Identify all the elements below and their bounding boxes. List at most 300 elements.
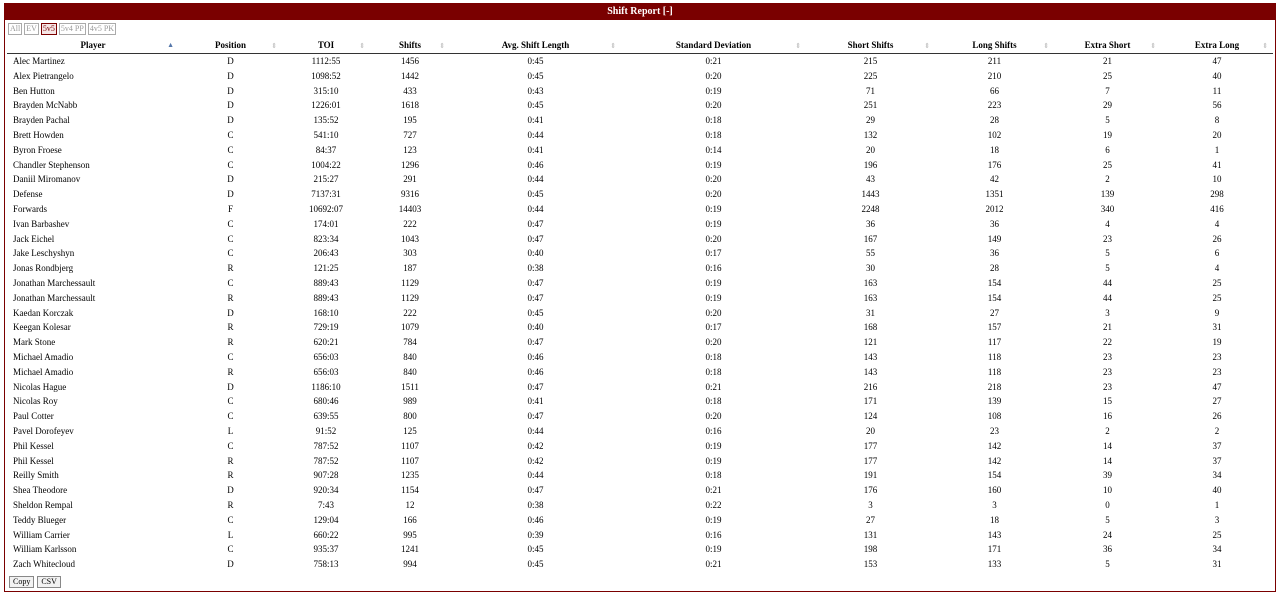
cell-player: Jonas Rondbjerg <box>13 263 74 274</box>
cell-position: C <box>227 129 234 140</box>
table-row <box>7 306 1273 321</box>
table-row <box>7 143 1273 158</box>
cell-player: Alec Martinez <box>13 56 65 66</box>
cell-avg-shift-length: 0:41 <box>527 144 544 155</box>
cell-extra-short: 0 <box>1105 499 1110 510</box>
cell-shifts: 1296 <box>401 159 419 170</box>
shift-report-panel <box>4 3 1276 592</box>
cell-shifts: 12 <box>405 499 415 510</box>
cell-avg-shift-length: 0:47 <box>527 411 544 422</box>
cell-toi: 656:03 <box>313 366 339 377</box>
cell-player: William Carrier <box>13 529 70 540</box>
cell-long-shifts: 2012 <box>985 203 1004 214</box>
cell-player: Ivan Barbashev <box>13 218 70 229</box>
cell-shifts: 123 <box>403 144 417 155</box>
cell-avg-shift-length: 0:46 <box>527 366 544 377</box>
column-label: Extra Long <box>1194 40 1240 50</box>
cell-shifts: 840 <box>403 351 417 362</box>
cell-position: L <box>227 529 234 540</box>
cell-short-shifts: 30 <box>866 263 875 274</box>
cell-shifts: 784 <box>403 337 417 348</box>
cell-extra-short: 25 <box>1103 70 1112 81</box>
cell-toi: 174:01 <box>313 218 339 229</box>
table-row <box>7 483 1273 498</box>
cell-extra-long: 47 <box>1212 381 1222 392</box>
cell-position: R <box>227 470 234 481</box>
cell-shifts: 125 <box>403 425 417 436</box>
cell-shifts: 1241 <box>401 544 419 555</box>
cell-long-shifts: 118 <box>987 351 1002 362</box>
column-header-short-shifts[interactable] <box>806 37 935 54</box>
cell-avg-shift-length: 0:46 <box>527 351 544 362</box>
cell-extra-short: 44 <box>1103 277 1112 288</box>
sort-ascending-icon: ▲ <box>167 41 174 49</box>
cell-extra-short: 23 <box>1103 366 1112 377</box>
cell-extra-long: 37 <box>1212 455 1222 466</box>
cell-extra-long: 20 <box>1212 129 1222 140</box>
cell-extra-short: 21 <box>1103 322 1112 333</box>
cell-long-shifts: 117 <box>987 337 1002 348</box>
cell-avg-shift-length: 0:42 <box>527 440 544 451</box>
cell-extra-long: 8 <box>1214 115 1220 126</box>
column-label: Player <box>80 40 106 50</box>
cell-avg-shift-length: 0:45 <box>527 70 544 81</box>
cell-extra-short: 3 <box>1105 307 1110 318</box>
cell-position: D <box>227 559 234 570</box>
filter-5v4-pp[interactable]: 5v4 PP <box>60 24 84 33</box>
cell-avg-shift-length: 0:41 <box>527 396 544 407</box>
cell-toi: 620:21 <box>313 337 339 348</box>
cell-extra-long: 416 <box>1210 203 1224 214</box>
cell-avg-shift-length: 0:47 <box>527 337 544 348</box>
cell-position: F <box>227 203 233 214</box>
shift-table <box>7 37 1273 572</box>
cell-shifts: 1511 <box>401 381 419 392</box>
cell-shifts: 14403 <box>398 203 422 214</box>
cell-extra-long: 31 <box>1212 322 1222 333</box>
cell-long-shifts: 118 <box>987 366 1002 377</box>
cell-position: D <box>227 100 234 111</box>
cell-long-shifts: 218 <box>987 381 1002 392</box>
table-row <box>7 217 1273 232</box>
cell-short-shifts: 168 <box>863 322 878 333</box>
sort-icon: ⇕ <box>924 42 930 50</box>
cell-shifts: 989 <box>403 396 417 407</box>
cell-short-shifts: 1443 <box>861 189 880 200</box>
table-row <box>7 468 1273 483</box>
cell-extra-long: 4 <box>1214 263 1220 274</box>
table-row <box>7 424 1273 439</box>
cell-player: Daniil Miromanov <box>13 174 81 185</box>
cell-standard-deviation: 0:18 <box>705 129 722 140</box>
table-row <box>7 394 1273 409</box>
filter-all[interactable]: All <box>10 24 21 33</box>
table-row <box>7 187 1273 202</box>
cell-extra-short: 23 <box>1103 381 1112 392</box>
cell-extra-short: 22 <box>1103 337 1112 348</box>
cell-shifts: 187 <box>403 263 417 274</box>
table-row <box>7 113 1273 128</box>
cell-extra-short: 5 <box>1105 559 1110 570</box>
cell-long-shifts: 18 <box>990 514 999 525</box>
cell-position: C <box>227 248 234 259</box>
cell-shifts: 1618 <box>401 100 419 111</box>
cell-position: C <box>227 514 234 525</box>
cell-position: C <box>227 544 234 555</box>
cell-toi: 935:37 <box>313 544 339 555</box>
cell-extra-short: 10 <box>1103 485 1112 496</box>
cell-extra-long: 1 <box>1214 499 1220 510</box>
cell-toi: 206:43 <box>313 248 339 259</box>
cell-long-shifts: 176 <box>987 159 1002 170</box>
cell-extra-short: 21 <box>1103 56 1112 66</box>
cell-extra-short: 7 <box>1105 85 1110 96</box>
cell-standard-deviation: 0:19 <box>705 85 722 96</box>
cell-toi: 541:10 <box>313 129 339 140</box>
cell-player: Jack Eichel <box>13 233 55 244</box>
sort-icon: ⇕ <box>795 42 801 50</box>
filter-ev[interactable]: EV <box>26 24 37 33</box>
cell-extra-long: 23 <box>1212 366 1222 377</box>
cell-standard-deviation: 0:19 <box>705 277 722 288</box>
cell-avg-shift-length: 0:47 <box>527 233 544 244</box>
column-header-avg-shift-length[interactable] <box>450 37 621 54</box>
filter-5v5[interactable]: 5v5 <box>42 24 55 33</box>
cell-extra-long: 27 <box>1212 396 1222 407</box>
cell-toi: 680:46 <box>313 396 339 407</box>
cell-toi: 1004:22 <box>311 159 341 170</box>
cell-toi: 91:52 <box>315 425 337 436</box>
cell-extra-long: 11 <box>1212 85 1222 96</box>
cell-standard-deviation: 0:21 <box>705 56 722 66</box>
cell-long-shifts: 102 <box>987 129 1002 140</box>
column-header-shifts[interactable] <box>370 37 450 54</box>
cell-long-shifts: 3 <box>992 499 997 510</box>
cell-player: Phil Kessel <box>13 455 54 466</box>
cell-short-shifts: 215 <box>863 56 878 66</box>
cell-extra-short: 5 <box>1105 263 1110 274</box>
table-row <box>7 513 1273 528</box>
cell-short-shifts: 121 <box>863 337 878 348</box>
cell-shifts: 727 <box>403 129 417 140</box>
cell-player: Nicolas Hague <box>13 381 67 392</box>
cell-standard-deviation: 0:14 <box>705 144 722 155</box>
cell-avg-shift-length: 0:44 <box>527 425 544 436</box>
cell-shifts: 1129 <box>401 277 419 288</box>
cell-standard-deviation: 0:21 <box>705 381 722 392</box>
cell-long-shifts: 28 <box>990 115 999 126</box>
table-row <box>7 557 1273 572</box>
cell-player: Mark Stone <box>13 337 56 348</box>
cell-player: William Karlsson <box>13 544 77 555</box>
cell-extra-long: 9 <box>1214 307 1220 318</box>
table-row <box>7 202 1273 217</box>
cell-avg-shift-length: 0:41 <box>527 115 544 126</box>
cell-player: Michael Amadio <box>13 351 74 362</box>
cell-player: Brayden Pachal <box>13 115 70 126</box>
sort-icon: ⇕ <box>1150 42 1156 50</box>
cell-short-shifts: 225 <box>863 70 878 81</box>
cell-toi: 729:19 <box>313 322 339 333</box>
cell-toi: 121:25 <box>313 263 339 274</box>
cell-shifts: 222 <box>403 218 417 229</box>
cell-player: Chandler Stephenson <box>13 159 90 170</box>
cell-player: Reilly Smith <box>13 470 59 481</box>
cell-avg-shift-length: 0:44 <box>527 470 544 481</box>
table-row <box>7 409 1273 424</box>
sort-icon: ⇕ <box>271 42 277 50</box>
table-header-row <box>7 37 1273 54</box>
copy-button[interactable]: Copy <box>9 576 34 588</box>
cell-toi: 889:43 <box>313 277 339 288</box>
cell-toi: 1112:55 <box>311 56 341 66</box>
cell-position: D <box>227 381 234 392</box>
table-row <box>7 98 1273 113</box>
cell-avg-shift-length: 0:44 <box>527 174 544 185</box>
cell-shifts: 166 <box>403 514 417 525</box>
cell-shifts: 303 <box>403 248 417 259</box>
cell-toi: 215:27 <box>313 174 339 185</box>
cell-avg-shift-length: 0:46 <box>527 514 544 525</box>
cell-extra-short: 23 <box>1103 351 1112 362</box>
cell-extra-long: 10 <box>1212 174 1222 185</box>
table-row <box>7 365 1273 380</box>
cell-toi: 168:10 <box>313 307 339 318</box>
column-header-long-shifts[interactable] <box>935 37 1054 54</box>
column-header-extra-short[interactable] <box>1054 37 1161 54</box>
cell-player: Sheldon Rempal <box>13 499 73 510</box>
cell-shifts: 994 <box>403 559 417 570</box>
cell-long-shifts: 171 <box>987 544 1002 555</box>
cell-toi: 135:52 <box>313 115 339 126</box>
cell-player: Jonathan Marchessault <box>13 292 96 303</box>
cell-avg-shift-length: 0:47 <box>527 381 544 392</box>
column-header-standard-deviation[interactable] <box>621 37 806 54</box>
cell-toi: 907:28 <box>313 470 339 481</box>
column-label: Extra Short <box>1084 40 1131 50</box>
cell-standard-deviation: 0:18 <box>705 470 722 481</box>
table-row <box>7 380 1273 395</box>
cell-player: Jake Leschyshyn <box>13 248 75 259</box>
cell-position: D <box>227 174 234 185</box>
cell-extra-short: 29 <box>1103 100 1112 111</box>
cell-extra-short: 23 <box>1103 233 1112 244</box>
cell-standard-deviation: 0:17 <box>705 322 722 333</box>
cell-toi: 7:43 <box>317 499 334 510</box>
table-row <box>7 498 1273 513</box>
cell-short-shifts: 71 <box>866 85 875 96</box>
cell-short-shifts: 124 <box>863 411 878 422</box>
cell-short-shifts: 20 <box>866 144 875 155</box>
cell-extra-long: 19 <box>1212 337 1222 348</box>
cell-position: D <box>227 115 234 126</box>
cell-standard-deviation: 0:21 <box>705 485 722 496</box>
cell-position: C <box>227 440 234 451</box>
cell-short-shifts: 27 <box>866 514 875 525</box>
cell-toi: 656:03 <box>313 351 339 362</box>
cell-extra-long: 3 <box>1214 514 1220 525</box>
column-header-extra-long[interactable] <box>1161 37 1273 54</box>
cell-avg-shift-length: 0:47 <box>527 292 544 303</box>
cell-extra-long: 23 <box>1212 351 1222 362</box>
filter-4v5-pk[interactable]: 4v5 PK <box>89 24 115 33</box>
cell-standard-deviation: 0:20 <box>705 174 722 185</box>
cell-extra-short: 14 <box>1103 440 1112 451</box>
table-row <box>7 335 1273 350</box>
cell-toi: 1098:52 <box>311 70 341 81</box>
cell-shifts: 195 <box>403 115 417 126</box>
cell-extra-long: 25 <box>1212 277 1222 288</box>
cell-player: Zach Whitecloud <box>13 559 76 570</box>
cell-long-shifts: 211 <box>987 56 1002 66</box>
cell-standard-deviation: 0:20 <box>705 337 722 348</box>
column-header-player[interactable] <box>7 37 179 54</box>
cell-short-shifts: 143 <box>863 366 878 377</box>
cell-shifts: 840 <box>403 366 417 377</box>
cell-avg-shift-length: 0:38 <box>527 499 544 510</box>
cell-position: C <box>227 351 234 362</box>
cell-extra-long: 37 <box>1212 440 1222 451</box>
cell-position: C <box>227 233 234 244</box>
cell-player: Jonathan Marchessault <box>13 277 96 288</box>
cell-standard-deviation: 0:19 <box>705 544 722 555</box>
strength-filter-group <box>8 23 116 35</box>
cell-toi: 7137:31 <box>311 189 341 200</box>
cell-position: C <box>227 144 234 155</box>
cell-standard-deviation: 0:20 <box>705 189 722 200</box>
cell-extra-short: 25 <box>1103 159 1112 170</box>
table-row <box>7 54 1273 69</box>
cell-avg-shift-length: 0:44 <box>527 129 544 140</box>
cell-extra-short: 39 <box>1103 470 1112 481</box>
cell-extra-short: 5 <box>1105 514 1110 525</box>
cell-shifts: 1456 <box>401 56 419 66</box>
cell-extra-long: 40 <box>1212 70 1222 81</box>
cell-player: Alex Pietrangelo <box>13 70 74 81</box>
cell-extra-long: 298 <box>1210 189 1224 200</box>
cell-long-shifts: 223 <box>987 100 1002 111</box>
cell-short-shifts: 216 <box>863 381 878 392</box>
table-row <box>7 291 1273 306</box>
cell-player: Brayden McNabb <box>13 100 78 111</box>
cell-standard-deviation: 0:19 <box>705 203 722 214</box>
cell-long-shifts: 142 <box>987 455 1002 466</box>
cell-long-shifts: 36 <box>990 218 999 229</box>
cell-position: L <box>227 425 234 436</box>
table-row <box>7 232 1273 247</box>
cell-player: Teddy Blueger <box>13 514 67 525</box>
cell-long-shifts: 154 <box>987 470 1002 481</box>
cell-extra-long: 4 <box>1214 218 1220 229</box>
cell-extra-short: 5 <box>1105 248 1110 259</box>
cell-extra-short: 2 <box>1105 174 1110 185</box>
cell-long-shifts: 36 <box>990 248 999 259</box>
cell-long-shifts: 27 <box>990 307 999 318</box>
cell-standard-deviation: 0:21 <box>705 559 722 570</box>
cell-position: C <box>227 396 234 407</box>
cell-extra-short: 44 <box>1103 292 1112 303</box>
table-row <box>7 528 1273 543</box>
column-label: Long Shifts <box>972 40 1017 50</box>
cell-toi: 787:52 <box>313 440 339 451</box>
cell-long-shifts: 42 <box>990 174 999 185</box>
cell-short-shifts: 3 <box>868 499 873 510</box>
cell-short-shifts: 143 <box>863 351 878 362</box>
cell-short-shifts: 196 <box>863 159 878 170</box>
cell-player: Defense <box>13 189 43 200</box>
cell-player: Paul Cotter <box>13 411 54 422</box>
cell-short-shifts: 29 <box>866 115 875 126</box>
table-body <box>7 54 1273 572</box>
column-header-position[interactable] <box>179 37 282 54</box>
cell-short-shifts: 251 <box>863 100 878 111</box>
cell-long-shifts: 142 <box>987 440 1002 451</box>
cell-extra-short: 24 <box>1103 529 1112 540</box>
cell-standard-deviation: 0:20 <box>705 411 722 422</box>
column-label: Short Shifts <box>847 40 894 50</box>
cell-short-shifts: 176 <box>863 485 878 496</box>
cell-position: D <box>227 307 234 318</box>
sort-icon: ⇕ <box>359 42 365 50</box>
sort-icon: ⇕ <box>1043 42 1049 50</box>
cell-toi: 660:22 <box>313 529 339 540</box>
column-header-toi[interactable] <box>282 37 370 54</box>
cell-player: Michael Amadio <box>13 366 74 377</box>
table-row <box>7 172 1273 187</box>
cell-short-shifts: 55 <box>866 248 875 259</box>
cell-position: D <box>227 189 234 200</box>
cell-extra-long: 41 <box>1212 159 1222 170</box>
cell-long-shifts: 108 <box>987 411 1002 422</box>
cell-player: Phil Kessel <box>13 440 54 451</box>
table-row <box>7 320 1273 335</box>
cell-toi: 129:04 <box>313 514 339 525</box>
cell-standard-deviation: 0:16 <box>705 529 722 540</box>
sort-icon: ⇕ <box>610 42 616 50</box>
csv-button[interactable]: CSV <box>37 576 61 588</box>
cell-position: D <box>227 70 234 81</box>
cell-toi: 1226:01 <box>311 100 341 111</box>
cell-short-shifts: 36 <box>866 218 875 229</box>
cell-toi: 787:52 <box>313 455 339 466</box>
cell-player: Nicolas Roy <box>13 396 58 407</box>
cell-shifts: 1079 <box>401 322 419 333</box>
table-row <box>7 276 1273 291</box>
table-row <box>7 261 1273 276</box>
cell-avg-shift-length: 0:45 <box>527 559 544 570</box>
cell-toi: 10692:07 <box>308 203 343 214</box>
cell-shifts: 291 <box>403 174 417 185</box>
cell-standard-deviation: 0:19 <box>705 514 722 525</box>
cell-short-shifts: 131 <box>863 529 878 540</box>
cell-position: C <box>227 411 234 422</box>
cell-extra-long: 25 <box>1212 292 1222 303</box>
cell-long-shifts: 154 <box>987 292 1002 303</box>
cell-position: R <box>227 499 234 510</box>
cell-position: R <box>227 263 234 274</box>
cell-long-shifts: 210 <box>987 70 1002 81</box>
cell-position: C <box>227 159 234 170</box>
panel-title[interactable]: Shift Report [-] <box>5 4 1275 20</box>
cell-standard-deviation: 0:18 <box>705 396 722 407</box>
cell-toi: 84:37 <box>315 144 337 155</box>
cell-shifts: 1129 <box>401 292 419 303</box>
cell-standard-deviation: 0:16 <box>705 263 722 274</box>
cell-position: D <box>227 56 234 66</box>
cell-shifts: 433 <box>403 85 417 96</box>
cell-player: Brett Howden <box>13 129 64 140</box>
cell-long-shifts: 149 <box>987 233 1002 244</box>
